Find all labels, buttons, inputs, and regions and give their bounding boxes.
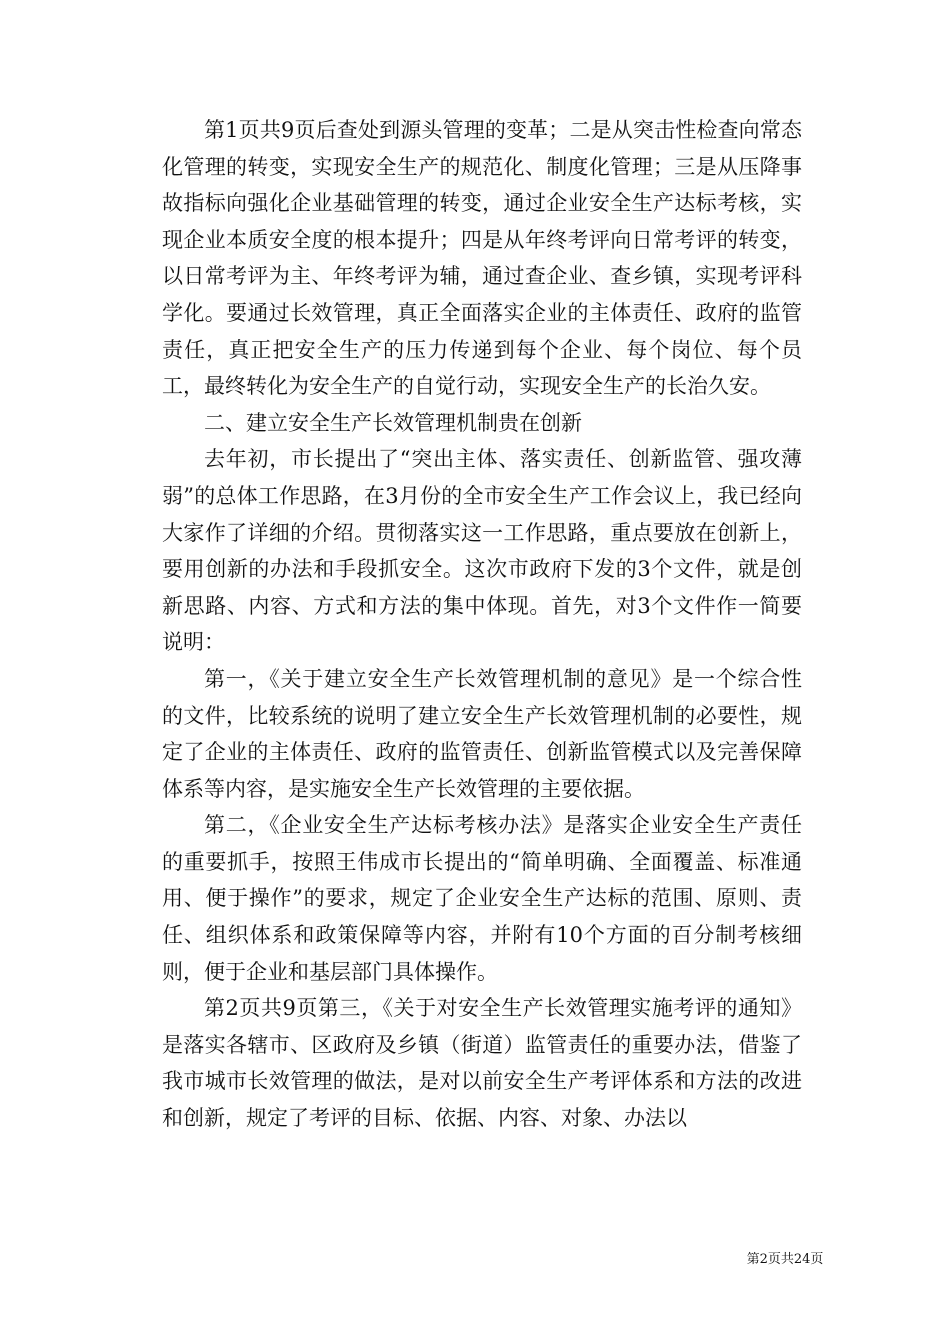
paragraph-2: 去年初，市长提出了“突出主体、落实责任、创新监管、强攻薄弱”的总体工作思路，在3月份的全市安全生产工作会议上，我已经向大家作了详细的介绍。贯彻落实这一工作思路，重点要放在创新上，要用创新的办法和手段抓安全。这次市政府下发的3个文件，就是创新思路、内容、方式和方法的集中体现。首先，对3个文件作一简要说明： (162, 447, 802, 655)
page-number-footer: 第2页共24页 (746, 1252, 824, 1267)
paragraph-4: 第二，《企业安全生产达标考核办法》是落实企业安全生产责任的重要抓手，按照王伟成市长提出的“简单明确、全面覆盖、标准通用、便于操作”的要求，规定了企业安全生产达标的范围、原则、责任、组织体系和政策保障等内容，并附有10个方面的百分制考核细则，便于企业和基层部门具体操作。 (162, 813, 802, 984)
paragraph-1: 第1页共9页后查处到源头管理的变革；二是从突击性检查向常态化管理的转变，实现安全生产的规范化、制度化管理；三是从压降事故指标向强化企业基础管理的转变，通过企业安全生产达标考核，实现企业本质安全度的根本提升；四是从年终考评向日常考评的转变，以日常考评为主、年终考评为辅，通过查企业、查乡镇，实现考评科学化。要通过长效管理，真正全面落实企业的主体责任、政府的监管责任，真正把安全生产的压力传递到每个企业、每个岗位、每个员工，最终转化为安全生产的自觉行动，实现安全生产的长治久安。 (162, 118, 802, 399)
section-heading: 二、建立安全生产长效管理机制贵在创新 (204, 410, 582, 435)
document-body (162, 112, 802, 1137)
paragraph-3: 第一，《关于建立安全生产长效管理机制的意见》是一个综合性的文件，比较系统的说明了建立安全生产长效管理机制的必要性，规定了企业的主体责任、政府的监管责任、创新监管模式以及完善保障体系等内容，是实施安全生产长效管理的主要依据。 (162, 666, 802, 801)
paragraph-5: 第2页共9页第三，《关于对安全生产长效管理实施考评的通知》是落实各辖市、区政府及乡镇（街道）监管责任的重要办法，借鉴了我市城市长效管理的做法，是对以前安全生产考评体系和方法的改进和创新，规定了考评的目标、依据、内容、对象、办法以 (162, 996, 802, 1131)
